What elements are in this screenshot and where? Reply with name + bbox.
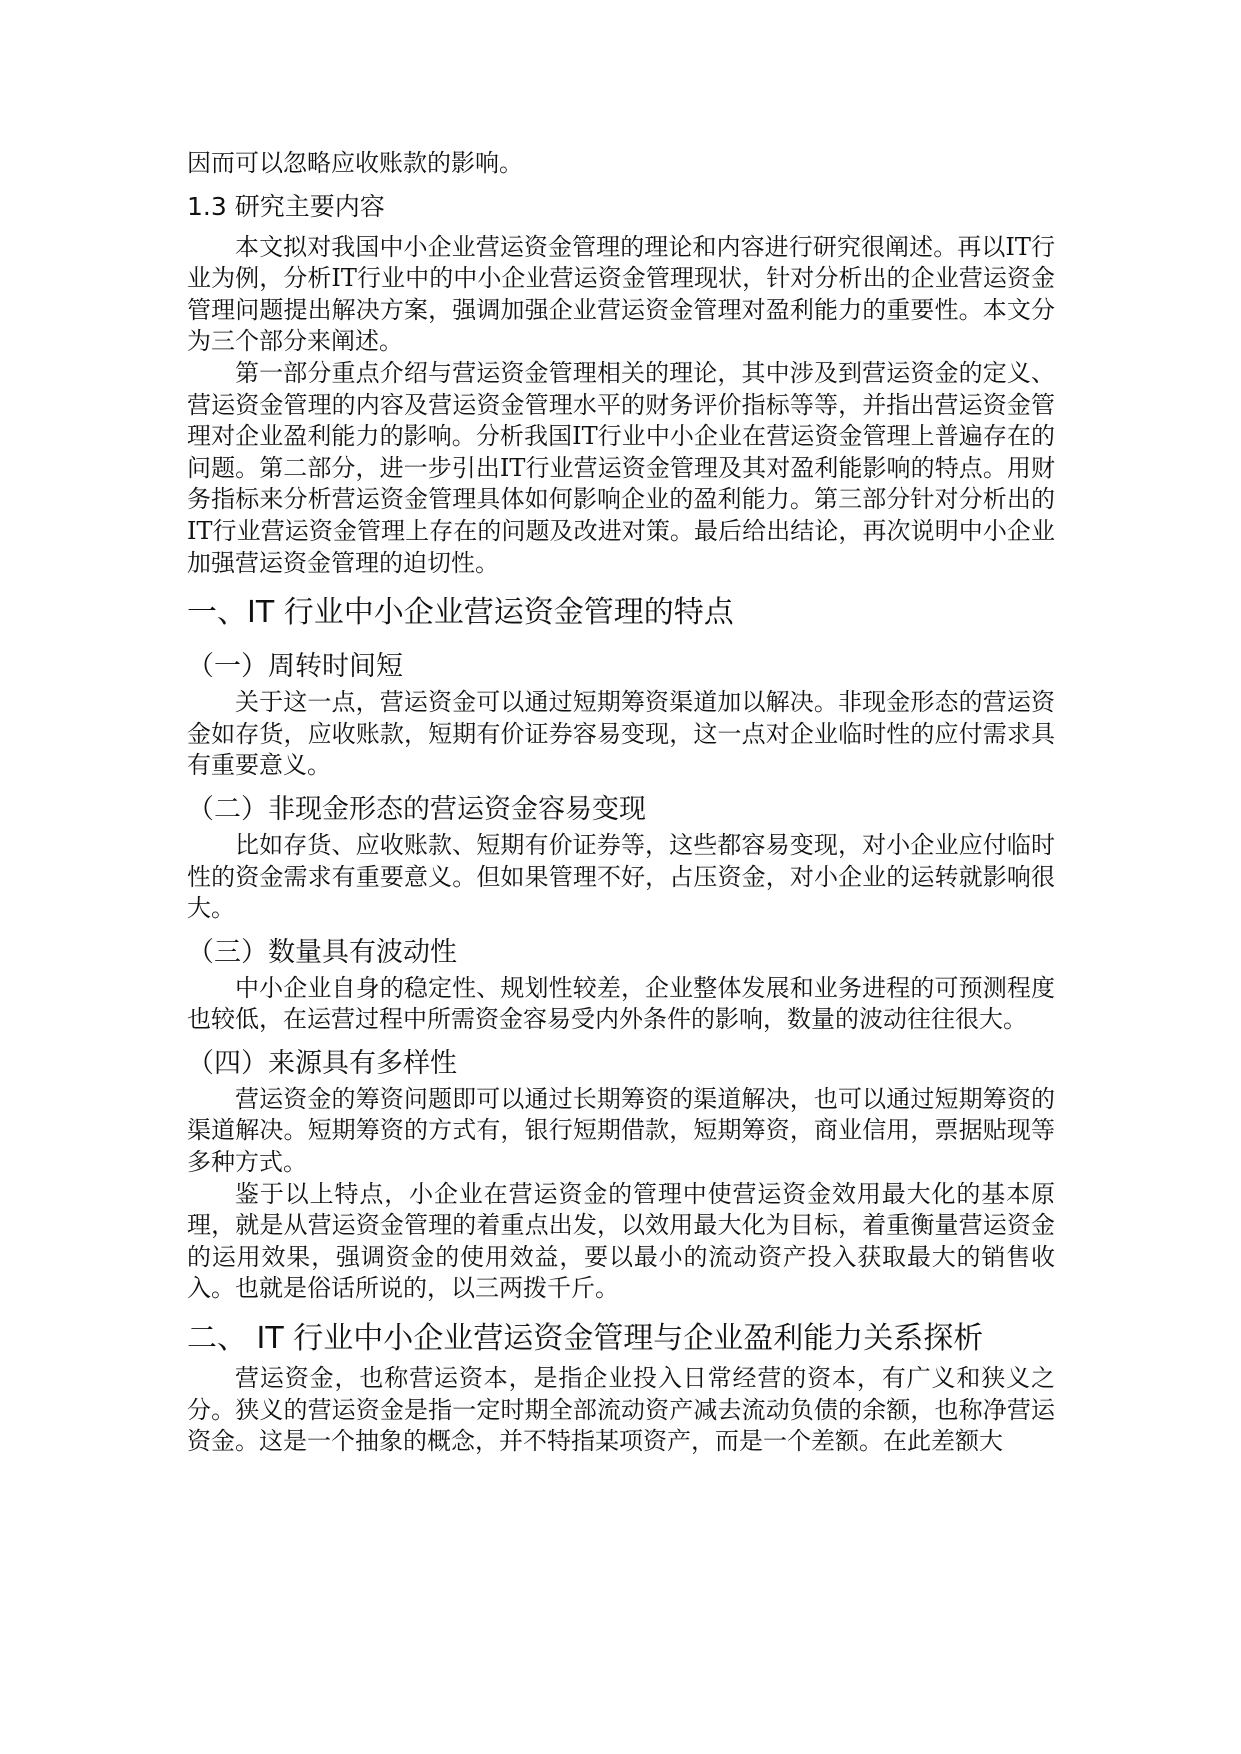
chapter-1-item-3-paragraph: 中小企业自身的稳定性、规划性较差，企业整体发展和业务进程的可预测程度也较低，在运营过程中所需资金容易受内外条件的影响，数量的波动往往很大。 — [187, 973, 1055, 1034]
chapter-1-item-4-paragraph-1: 营运资金的筹资问题即可以通过长期筹资的渠道解决，也可以通过短期筹资的渠道解决。短期筹资的方式有，银行短期借款，短期筹资，商业信用，票据贴现等多种方式。 — [187, 1084, 1055, 1177]
chapter-1-item-1-heading: （一）周转时间短 — [187, 651, 403, 683]
section-1-3-heading: 1.3 研究主要内容 — [187, 191, 385, 221]
intro-tail-paragraph: 因而可以忽略应收账款的影响。 — [187, 149, 523, 177]
chapter-1-item-3-heading: （三）数量具有波动性 — [187, 936, 457, 968]
chapter-1-heading: 一、IT 行业中小企业营运资金管理的特点 — [187, 595, 734, 631]
chapter-2-paragraph-1: 营运资金，也称营运资本，是指企业投入日常经营的资本，有广义和狭义之分。狭义的营运资金是指一定时期全部流动资产减去流动负债的余额，也称净营运资金。这是一个抽象的概念，并不特指某项资产，而是一个差额。在此差额大 — [187, 1364, 1055, 1456]
chapter-2-heading: 二、 IT 行业中小企业营运资金管理与企业盈利能力关系探析 — [187, 1321, 984, 1357]
chapter-1-item-2-heading: （二）非现金形态的营运资金容易变现 — [187, 793, 646, 825]
document-page — [187, 148, 1055, 1458]
chapter-1-item-4-paragraph-2: 鉴于以上特点，小企业在营运资金的管理中使营运资金效用最大化的基本原理，就是从营运资金管理的着重点出发，以效用最大化为目标，着重衡量营运资金的运用效果，强调资金的使用效益，要以最小的流动资产投入获取最大的销售收入。也就是俗话所说的，以三两拨千斤。 — [187, 1179, 1055, 1303]
chapter-1-item-1-paragraph: 关于这一点，营运资金可以通过短期筹资渠道加以解决。非现金形态的营运资金如存货，应收账款，短期有价证券容易变现，这一点对企业临时性的应付需求具有重要意义。 — [187, 688, 1055, 780]
chapter-1-item-4-heading: （四）来源具有多样性 — [187, 1047, 457, 1079]
chapter-1-item-2-paragraph: 比如存货、应收账款、短期有价证券等，这些都容易变现，对小企业应付临时性的资金需求有重要意义。但如果管理不好，占压资金，对小企业的运转就影响很大。 — [187, 830, 1055, 923]
section-1-3-paragraph-1: 本文拟对我国中小企业营运资金管理的理论和内容进行研究很阐述。再以IT行业为例，分析IT行业中的中小企业营运资金管理现状，针对分析出的企业营运资金管理问题提出解决方案，强调加强企业营运资金管理对盈利能力的重要性。本文分为三个部分来阐述。 — [187, 232, 1055, 356]
section-1-3-paragraph-2: 第一部分重点介绍与营运资金管理相关的理论，其中涉及到营运资金的定义、营运资金管理的内容及营运资金管理水平的财务评价指标等等，并指出营运资金管理对企业盈利能力的影响。分析我国IT行业中小企业在营运资金管理上普遍存在的问题。第二部分，进一步引出IT行业营运资金管理及其对盈利能影响的特点。用财务指标来分析营运资金管理具体如何影响企业的盈利能力。第三部分针对分析出的IT行业营运资金管理上存在的问题及改进对策。最后给出结论，再次说明中小企业加强营运资金管理的迫切性。 — [187, 358, 1055, 577]
